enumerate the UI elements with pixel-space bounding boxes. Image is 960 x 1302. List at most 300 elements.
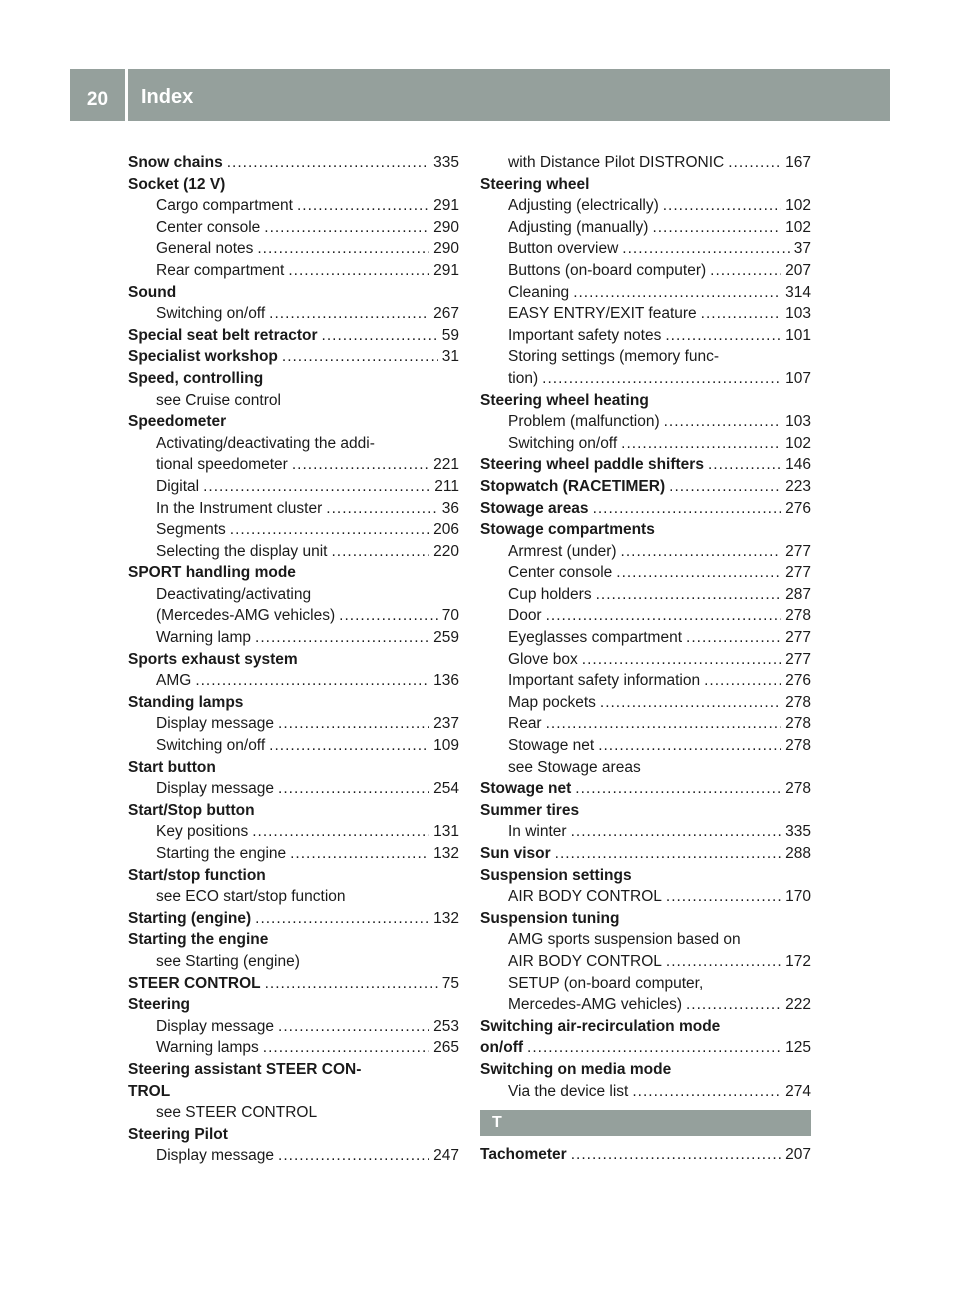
entry-label: Summer tires xyxy=(480,801,580,819)
index-subentry xyxy=(128,886,459,908)
index-entry[interactable] xyxy=(480,843,811,865)
index-entry xyxy=(128,282,459,304)
dot-leader xyxy=(331,541,429,563)
entry-page-number[interactable]: 131 xyxy=(433,823,459,841)
entry-label: Starting the engine xyxy=(156,845,287,862)
entry-page-number[interactable]: 211 xyxy=(434,477,459,495)
index-subentry[interactable] xyxy=(128,843,459,865)
entry-label: Steering wheel xyxy=(480,175,590,193)
index-entry xyxy=(128,1081,459,1103)
index-subentry[interactable] xyxy=(480,692,811,714)
entry-page-number[interactable]: 102 xyxy=(785,434,811,452)
dot-leader xyxy=(665,325,781,347)
dot-leader xyxy=(282,346,438,368)
entry-label: Cleaning xyxy=(508,283,570,301)
index-subentry[interactable] xyxy=(480,325,811,347)
entry-page-number[interactable]: 59 xyxy=(441,326,459,344)
dot-leader xyxy=(571,821,782,843)
index-entry xyxy=(128,692,459,714)
index-entry[interactable] xyxy=(480,1144,811,1166)
entry-label: Steering wheel heating xyxy=(480,391,649,409)
index-subentry[interactable] xyxy=(480,735,811,757)
entry-label: (Mercedes-AMG vehicles) xyxy=(156,607,336,625)
index-entry xyxy=(128,994,459,1016)
entry-page-number[interactable]: 247 xyxy=(433,1147,459,1165)
dot-leader xyxy=(686,627,781,649)
entry-page-number[interactable]: 335 xyxy=(785,823,811,841)
entry-page-number[interactable]: 277 xyxy=(785,629,811,647)
entry-page-number[interactable]: 101 xyxy=(785,326,811,344)
index-subentry[interactable] xyxy=(128,476,459,498)
entry-page-number[interactable]: 70 xyxy=(441,607,459,625)
entry-page-number[interactable]: 335 xyxy=(433,154,459,171)
entry-label: Stowage net xyxy=(480,780,572,798)
entry-page-number[interactable]: 277 xyxy=(785,564,811,582)
entry-label: In the Instrument cluster xyxy=(156,499,323,517)
page-number: 20 xyxy=(86,89,109,110)
entry-label: STEER CONTROL xyxy=(128,974,261,992)
entry-label: Important safety notes xyxy=(508,326,662,344)
index-entry[interactable] xyxy=(128,346,459,368)
index-subentry[interactable] xyxy=(128,778,459,800)
entry-label: Suspension settings xyxy=(480,866,632,884)
index-subentry[interactable] xyxy=(128,1037,459,1059)
entry-label: Center console xyxy=(156,218,261,236)
entry-label: Speedometer xyxy=(128,413,227,431)
dot-leader xyxy=(701,303,781,325)
entry-label: Starting (engine) xyxy=(128,909,252,927)
dot-leader xyxy=(195,670,429,692)
dot-leader xyxy=(708,454,781,476)
entry-label: In winter xyxy=(508,823,567,841)
entry-label: see STEER CONTROL xyxy=(156,1104,318,1122)
entry-page-number[interactable]: 167 xyxy=(785,154,811,171)
entry-label: Display message xyxy=(156,715,275,733)
index-subentry[interactable] xyxy=(480,152,811,174)
dot-leader xyxy=(593,498,782,520)
index-entry xyxy=(128,1059,459,1081)
entry-label: Important safety information xyxy=(508,672,701,690)
index-entry[interactable] xyxy=(480,498,811,520)
dot-leader xyxy=(555,843,781,865)
dot-leader xyxy=(297,195,429,217)
index-subentry[interactable] xyxy=(128,670,459,692)
entry-label: Start/stop function xyxy=(128,866,266,884)
entry-label: on/off xyxy=(480,1039,524,1057)
entry-page-number[interactable]: 276 xyxy=(785,499,811,517)
entry-label: Steering xyxy=(128,996,191,1014)
entry-page-number[interactable]: 102 xyxy=(785,197,811,215)
index-entry xyxy=(128,757,459,779)
entry-label: Adjusting (manually) xyxy=(508,218,649,236)
entry-label: Rear xyxy=(508,715,542,733)
index-entry[interactable] xyxy=(480,454,811,476)
entry-label: Speed, controlling xyxy=(128,369,264,387)
index-subentry[interactable] xyxy=(480,627,811,649)
entry-label: Starting the engine xyxy=(128,931,269,949)
index-subentry[interactable] xyxy=(128,260,459,282)
dot-leader xyxy=(663,195,781,217)
index-subentry[interactable] xyxy=(480,1081,811,1103)
entry-label: Key positions xyxy=(156,823,249,841)
index-entry xyxy=(480,908,811,930)
index-subentry[interactable] xyxy=(480,411,811,433)
index-entry[interactable] xyxy=(128,325,459,347)
entry-page-number[interactable]: 259 xyxy=(433,629,459,647)
index-subentry[interactable] xyxy=(128,303,459,325)
dot-leader xyxy=(257,238,429,260)
index-subentry xyxy=(480,346,811,368)
dot-leader xyxy=(292,454,429,476)
index-subentry[interactable] xyxy=(128,605,459,627)
index-subentry[interactable] xyxy=(128,1016,459,1038)
dot-leader xyxy=(621,541,782,563)
entry-label: Deactivating/activating xyxy=(156,585,312,603)
entry-page-number[interactable]: 288 xyxy=(785,845,811,862)
entry-page-number[interactable]: 136 xyxy=(433,672,459,690)
entry-page-number[interactable]: 278 xyxy=(785,737,811,755)
entry-page-number[interactable]: 278 xyxy=(785,607,811,625)
index-entry xyxy=(480,519,811,541)
dot-leader xyxy=(632,1081,781,1103)
entry-page-number[interactable]: 237 xyxy=(433,715,459,733)
entry-label: Button overview xyxy=(508,240,619,258)
index-subentry xyxy=(480,929,811,951)
entry-page-number[interactable]: 276 xyxy=(785,672,811,690)
dot-leader xyxy=(326,498,437,520)
entry-label: Stowage compartments xyxy=(480,521,655,539)
entry-page-number[interactable]: 125 xyxy=(785,1039,811,1057)
index-subentry[interactable] xyxy=(480,238,811,260)
entry-page-number[interactable]: 31 xyxy=(441,348,459,366)
dot-leader xyxy=(339,605,438,627)
dot-leader xyxy=(686,994,781,1016)
index-subentry xyxy=(480,973,811,995)
index-subentry[interactable] xyxy=(480,584,811,606)
dot-leader xyxy=(652,217,781,239)
index-entry xyxy=(128,1124,459,1146)
index-subentry[interactable] xyxy=(128,1145,459,1167)
entry-label: Via the device list xyxy=(508,1082,629,1100)
entry-label: Steering Pilot xyxy=(128,1125,228,1143)
entry-label: Steering assistant STEER CON- xyxy=(128,1060,362,1078)
entry-label: AIR BODY CONTROL xyxy=(508,952,662,970)
entry-label: Buttons (on-board computer) xyxy=(508,261,707,279)
entry-label: Center console xyxy=(508,564,613,582)
entry-label: Switching on media mode xyxy=(480,1060,672,1078)
entry-label: Sound xyxy=(128,283,177,301)
entry-label: Problem (malfunction) xyxy=(508,413,660,431)
entry-label: with Distance Pilot DISTRONIC xyxy=(508,154,725,171)
index-entry[interactable] xyxy=(128,908,459,930)
index-entry xyxy=(480,174,811,196)
dot-leader xyxy=(582,649,781,671)
dot-leader xyxy=(203,476,430,498)
index-entry[interactable] xyxy=(480,778,811,800)
index-subentry[interactable] xyxy=(480,260,811,282)
dot-leader xyxy=(666,951,781,973)
dot-leader xyxy=(546,605,782,627)
entry-label: Special seat belt retractor xyxy=(128,326,318,344)
entry-label: Sun visor xyxy=(480,845,551,862)
entry-page-number[interactable]: 291 xyxy=(433,197,459,215)
dot-leader xyxy=(269,735,429,757)
index-subentry[interactable] xyxy=(128,519,459,541)
entry-label: Stowage areas xyxy=(480,499,589,517)
entry-page-number[interactable]: 207 xyxy=(785,1146,811,1164)
dot-leader xyxy=(596,584,782,606)
dot-leader xyxy=(664,411,782,433)
entry-label: EASY ENTRY/EXIT feature xyxy=(508,305,697,323)
index-entry xyxy=(128,649,459,671)
entry-page-number[interactable]: 223 xyxy=(785,477,811,495)
entry-label: Suspension tuning xyxy=(480,909,620,927)
dot-leader xyxy=(669,476,781,498)
dot-leader xyxy=(265,973,438,995)
entry-label: AIR BODY CONTROL xyxy=(508,888,662,906)
entry-label: Digital xyxy=(156,477,200,495)
index-subentry xyxy=(128,433,459,455)
entry-page-number[interactable]: 290 xyxy=(433,240,459,258)
entry-page-number[interactable]: 103 xyxy=(785,305,811,323)
dot-leader xyxy=(269,303,429,325)
entry-label: AMG sports suspension based on xyxy=(508,931,741,949)
index-subentry[interactable] xyxy=(480,541,811,563)
entry-page-number[interactable]: 287 xyxy=(785,585,811,603)
index-subentry[interactable] xyxy=(480,303,811,325)
index-entry xyxy=(128,411,459,433)
dot-leader xyxy=(621,433,781,455)
index-subentry[interactable] xyxy=(128,454,459,476)
dot-leader xyxy=(546,713,782,735)
entry-label: Eyeglasses compartment xyxy=(508,629,683,647)
entry-page-number[interactable]: 36 xyxy=(441,499,459,517)
index-subentry[interactable] xyxy=(480,562,811,584)
entry-label: Glove box xyxy=(508,650,578,668)
entry-label: Warning lamps xyxy=(156,1039,259,1057)
entry-page-number[interactable]: 278 xyxy=(785,715,811,733)
entry-page-number[interactable]: 253 xyxy=(433,1017,459,1035)
dot-leader xyxy=(278,1016,429,1038)
index-subentry[interactable] xyxy=(480,368,811,390)
entry-label: Standing lamps xyxy=(128,693,244,711)
entry-page-number[interactable]: 102 xyxy=(785,218,811,236)
index-subentry[interactable] xyxy=(480,886,811,908)
entry-page-number[interactable]: 278 xyxy=(785,693,811,711)
dot-leader xyxy=(600,692,781,714)
entry-label: SETUP (on-board computer, xyxy=(508,974,704,992)
index-subentry xyxy=(128,951,459,973)
index-entry[interactable] xyxy=(128,152,459,174)
entry-label: see Cruise control xyxy=(156,391,281,409)
dot-leader xyxy=(255,908,429,930)
index-entry xyxy=(480,800,811,822)
dot-leader xyxy=(622,238,789,260)
entry-label: Steering wheel paddle shifters xyxy=(480,456,704,474)
index-subentry[interactable] xyxy=(480,282,811,304)
entry-page-number[interactable]: 220 xyxy=(433,542,459,560)
entry-label: Tachometer xyxy=(480,1146,567,1164)
index-subentry[interactable] xyxy=(128,627,459,649)
index-subentry[interactable] xyxy=(128,238,459,260)
entry-page-number[interactable]: 221 xyxy=(433,456,459,474)
index-entry xyxy=(128,865,459,887)
index-subentry[interactable] xyxy=(480,713,811,735)
entry-page-number[interactable]: 206 xyxy=(433,521,459,539)
entry-label: Armrest (under) xyxy=(508,542,617,560)
index-subentry[interactable] xyxy=(480,994,811,1016)
index-entry[interactable] xyxy=(480,476,811,498)
entry-page-number[interactable]: 107 xyxy=(785,369,811,387)
entry-label: see Starting (engine) xyxy=(156,952,300,970)
index-entry xyxy=(128,174,459,196)
index-subentry xyxy=(128,390,459,412)
entry-label: Cup holders xyxy=(508,585,592,603)
index-subentry[interactable] xyxy=(480,821,811,843)
entry-label: Storing settings (memory func- xyxy=(508,348,720,366)
dot-leader xyxy=(575,778,781,800)
entry-label: Display message xyxy=(156,1147,275,1165)
dot-leader xyxy=(542,368,781,390)
entry-page-number[interactable]: 146 xyxy=(785,456,811,474)
dot-leader xyxy=(252,821,429,843)
entry-label: Stopwatch (RACETIMER) xyxy=(480,477,666,495)
entry-label: Rear compartment xyxy=(156,261,285,279)
dot-leader xyxy=(278,713,429,735)
index-entry[interactable] xyxy=(128,973,459,995)
index-subentry[interactable] xyxy=(128,821,459,843)
dot-leader xyxy=(728,152,781,174)
index-subentry[interactable] xyxy=(480,649,811,671)
index-subentry[interactable] xyxy=(480,670,811,692)
entry-label: Switching air-recirculation mode xyxy=(480,1017,721,1035)
entry-page-number[interactable]: 277 xyxy=(785,542,811,560)
index-entry xyxy=(128,800,459,822)
entry-label: SPORT handling mode xyxy=(128,564,296,582)
index-subentry xyxy=(128,1102,459,1124)
entry-page-number[interactable]: 267 xyxy=(433,305,459,323)
entry-page-number[interactable]: 207 xyxy=(785,261,811,279)
entry-label: Socket (12 V) xyxy=(128,175,226,193)
entry-label: Switching on/off xyxy=(156,305,266,323)
entry-page-number[interactable]: 290 xyxy=(433,218,459,236)
entry-label: Cargo compartment xyxy=(156,197,293,215)
index-subentry[interactable] xyxy=(128,195,459,217)
index-subentry[interactable] xyxy=(480,195,811,217)
entry-label: General notes xyxy=(156,240,254,258)
dot-leader xyxy=(264,217,429,239)
dot-leader xyxy=(278,1145,429,1167)
entry-label: TROL xyxy=(128,1082,171,1100)
header-divider xyxy=(125,69,128,121)
entry-page-number[interactable]: 222 xyxy=(785,996,811,1014)
dot-leader xyxy=(263,1037,429,1059)
entry-page-number[interactable]: 109 xyxy=(433,737,459,755)
entry-page-number[interactable]: 277 xyxy=(785,650,811,668)
entry-page-number[interactable]: 75 xyxy=(441,974,459,992)
entry-label: Sports exhaust system xyxy=(128,650,298,668)
index-subentry[interactable] xyxy=(128,735,459,757)
page-header xyxy=(70,69,890,121)
entry-label: tion) xyxy=(508,369,539,387)
dot-leader xyxy=(573,282,781,304)
index-subentry xyxy=(128,584,459,606)
entry-label: see Stowage areas xyxy=(508,758,641,776)
index-subentry[interactable] xyxy=(128,498,459,520)
index-entry xyxy=(128,368,459,390)
entry-page-number[interactable]: 37 xyxy=(793,240,811,258)
index-subentry[interactable] xyxy=(128,541,459,563)
index-section-header: T xyxy=(480,1110,811,1136)
entry-label: tional speedometer xyxy=(156,456,288,474)
entry-label: Stowage net xyxy=(508,737,595,755)
entry-page-number[interactable]: 278 xyxy=(785,780,811,798)
dot-leader xyxy=(290,843,429,865)
entry-label: Snow chains xyxy=(128,154,223,171)
index-entry[interactable] xyxy=(480,1037,811,1059)
entry-label: Map pockets xyxy=(508,693,596,711)
entry-page-number[interactable]: 291 xyxy=(433,261,459,279)
entry-page-number[interactable]: 274 xyxy=(785,1082,811,1100)
entry-label: Start/Stop button xyxy=(128,801,255,819)
entry-label: Selecting the display unit xyxy=(156,542,328,560)
index-entry xyxy=(480,1016,811,1038)
dot-leader xyxy=(710,260,781,282)
entry-page-number[interactable]: 103 xyxy=(785,413,811,431)
entry-page-number[interactable]: 314 xyxy=(785,283,811,301)
entry-page-number[interactable]: 132 xyxy=(433,909,459,927)
entry-label: Door xyxy=(508,607,542,625)
dot-leader xyxy=(278,778,429,800)
entry-page-number[interactable]: 172 xyxy=(785,952,811,970)
index-subentry[interactable] xyxy=(480,433,811,455)
entry-page-number[interactable]: 132 xyxy=(433,845,459,862)
entry-label: Display message xyxy=(156,1017,275,1035)
dot-leader xyxy=(230,519,429,541)
entry-label: Warning lamp xyxy=(156,629,252,647)
dot-leader xyxy=(666,886,781,908)
index-column-left xyxy=(128,152,459,1167)
entry-page-number[interactable]: 265 xyxy=(433,1039,459,1057)
entry-label: Specialist workshop xyxy=(128,348,278,366)
dot-leader xyxy=(227,152,429,174)
entry-label: Switching on/off xyxy=(508,434,618,452)
entry-label: Start button xyxy=(128,758,216,776)
index-subentry[interactable] xyxy=(480,605,811,627)
index-subentry[interactable] xyxy=(128,217,459,239)
index-entry xyxy=(128,929,459,951)
entry-page-number[interactable]: 170 xyxy=(785,888,811,906)
index-entry xyxy=(480,865,811,887)
entry-page-number[interactable]: 254 xyxy=(433,780,459,798)
entry-label: Switching on/off xyxy=(156,737,266,755)
entry-label: AMG xyxy=(156,672,192,690)
index-entry xyxy=(480,390,811,412)
index-subentry[interactable] xyxy=(128,713,459,735)
entry-label: Adjusting (electrically) xyxy=(508,197,659,215)
page-title: Index xyxy=(141,85,194,108)
entry-label: Activating/deactivating the addi- xyxy=(156,434,375,452)
dot-leader xyxy=(527,1037,781,1059)
index-subentry[interactable] xyxy=(480,951,811,973)
dot-leader xyxy=(255,627,429,649)
entry-label: see ECO start/stop function xyxy=(156,888,346,906)
entry-label: Segments xyxy=(156,521,226,539)
index-subentry[interactable] xyxy=(480,217,811,239)
index-subentry xyxy=(480,757,811,779)
entry-label: Display message xyxy=(156,780,275,798)
dot-leader xyxy=(288,260,429,282)
